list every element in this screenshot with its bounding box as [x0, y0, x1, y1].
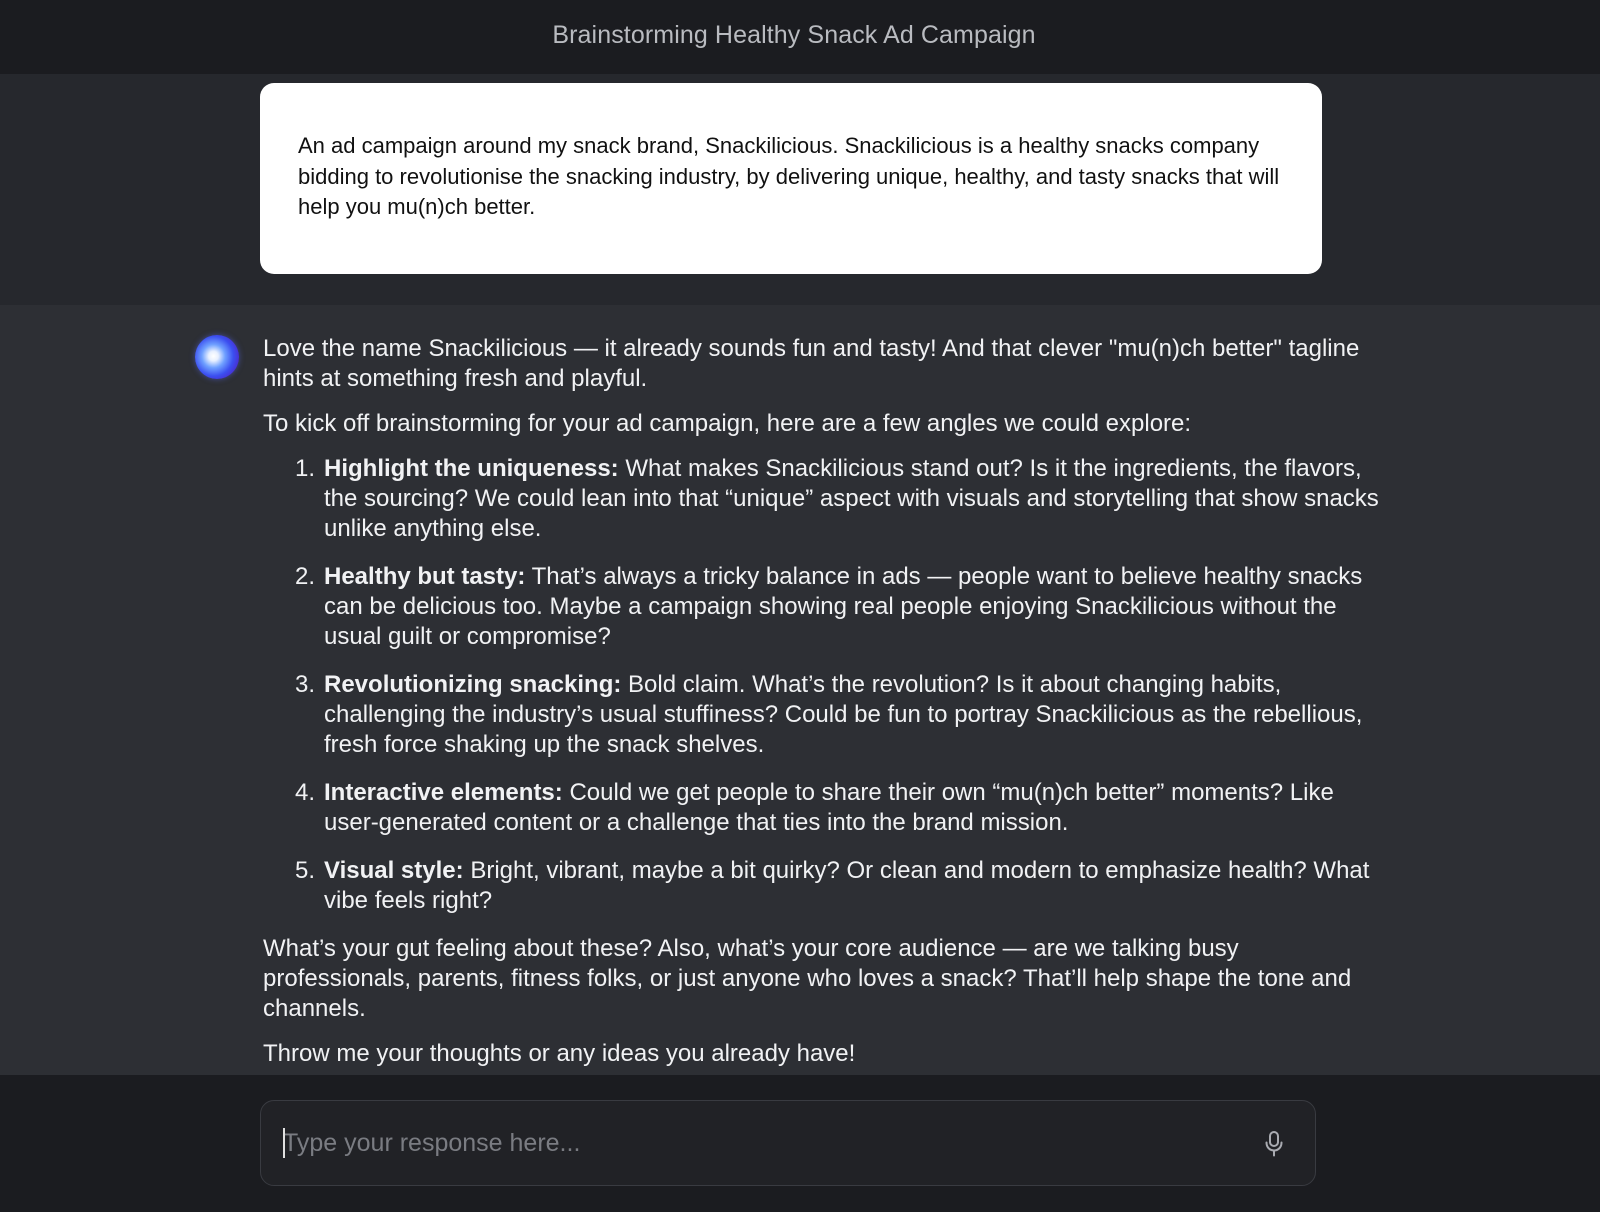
microphone-icon: [1264, 1130, 1284, 1158]
conversation-title: Brainstorming Healthy Snack Ad Campaign: [552, 20, 1036, 49]
list-item: [263, 856, 1383, 916]
list-item-text: That’s always a tricky balance in ads — people want to believe healthy snacks can be delicious too. Maybe a campaign showing real people enjoying Snackilicious without the usual guilt or compromise?: [324, 563, 1363, 650]
assistant-lead-in: To kick off brainstorming for your ad campaign, here are a few angles we could explore:: [263, 410, 1192, 437]
assistant-closing: Throw me your thoughts or any ideas you already have!: [263, 1040, 856, 1067]
list-item-number: 4.: [295, 779, 316, 806]
list-item-text: Could we get people to share their own “mu(n)ch better” moments? Like user-generated content or a challenge that ties into the brand mission.: [324, 779, 1334, 836]
list-item-title: Visual style:: [324, 857, 464, 884]
list-item: [263, 454, 1383, 544]
chat-header: [0, 0, 1600, 74]
assistant-message-body: [263, 334, 1383, 1084]
list-item-text: Bright, vibrant, maybe a bit quirky? Or clean and modern to emphasize health? What vibe feels right?: [324, 857, 1370, 914]
assistant-orb-icon: [195, 335, 239, 379]
list-item-number: 5.: [295, 857, 316, 884]
list-item-title: Revolutionizing snacking:: [324, 671, 622, 698]
assistant-follow-up: What’s your gut feeling about these? Also, what’s your core audience — are we talking busy professionals, parents, fitness folks, or just anyone who loves a snack? That’ll help shape the tone and channels.: [263, 935, 1352, 1022]
list-item: [263, 562, 1383, 652]
user-message-bubble: An ad campaign around my snack brand, Snackilicious. Snackilicious is a healthy snacks company bidding to revolutionise the snacking industry, by delivering unique, healthy, and tasty snacks that will help you mu(n)ch better.: [260, 83, 1322, 274]
list-item: [263, 670, 1383, 760]
list-item-text: What makes Snackilicious stand out? Is it the ingredients, the flavors, the sourcing? We could lean into that “unique” aspect with visuals and storytelling that show snacks unlike anything else.: [324, 455, 1379, 542]
composer-box: [260, 1100, 1316, 1186]
list-item-title: Highlight the uniqueness:: [324, 455, 619, 482]
response-input[interactable]: [283, 1123, 1223, 1163]
text-caret: [283, 1128, 285, 1158]
composer-bar: [0, 1075, 1600, 1212]
list-item-title: Healthy but tasty:: [324, 563, 526, 590]
list-item: [263, 778, 1383, 838]
list-item-text: Bold claim. What’s the revolution? Is it about changing habits, challenging the industry’s usual stuffiness? Could be fun to portray Snackilicious as the rebellious, fresh force shaking up the snack shelves.: [324, 671, 1363, 758]
list-item-number: 3.: [295, 671, 316, 698]
list-item-number: 1.: [295, 455, 316, 482]
user-message-row: [0, 74, 1600, 305]
assistant-intro: Love the name Snackilicious — it already sounds fun and tasty! And that clever "mu(n)ch better" tagline hints at something fresh and playful.: [263, 335, 1360, 392]
assistant-message-row: [0, 305, 1600, 1075]
list-item-title: Interactive elements:: [324, 779, 563, 806]
idea-list: [263, 454, 1383, 916]
list-item-number: 2.: [295, 563, 316, 590]
microphone-button[interactable]: [1259, 1127, 1289, 1161]
